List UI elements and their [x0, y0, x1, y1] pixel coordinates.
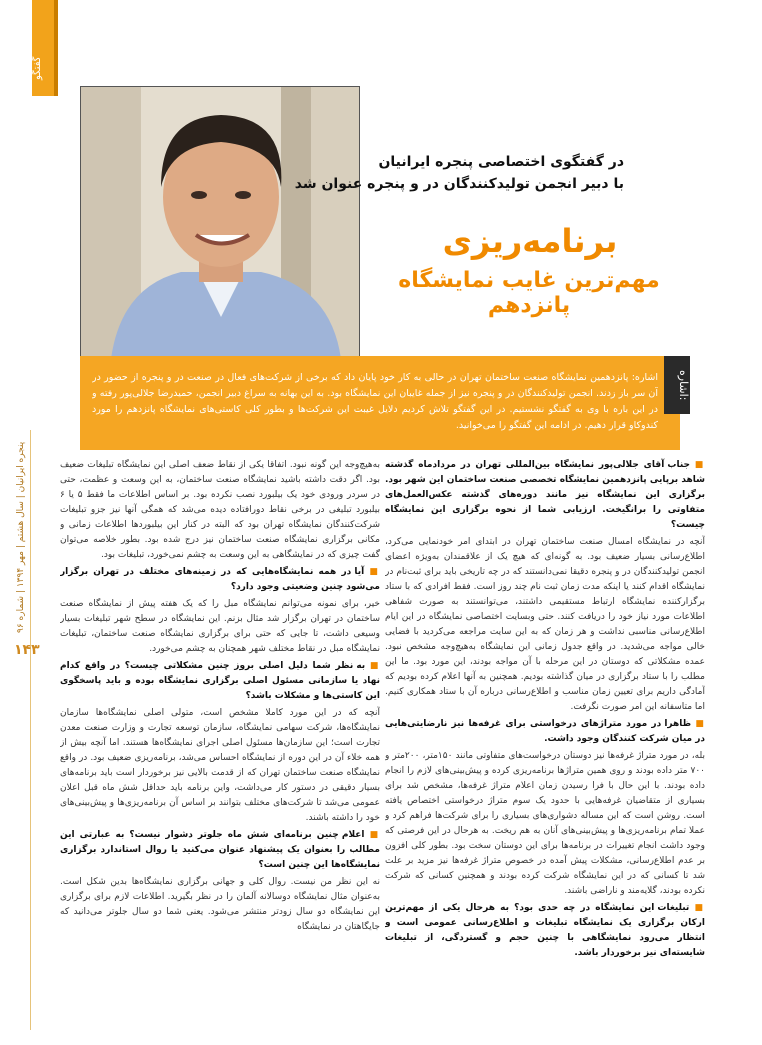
intro-text: اشاره: پانزدهمین نمایشگاه صنعت ساختمان تهران در حالی به کار خود پایان داد که برخی از شرکت‌های فعال در صنعت در و پنجره از حضور در آن سر باز زدند. انجمن تولیدکنندگان در و پنجره نیز از جمله غایبان این نمایشگاه بود. به این بهانه به سراغ دبیر انجمن، حمیدرضا جلالی‌پور رفته و در این باره با وی به گفتگو نشستیم. در این گفتگو تلاش کردیم دلایل غیبت این شرکت‌ها و بطور کلی کاستی‌های نمایشگاه پانزدهم را مورد کندوکاو قرار دهیم. در ادامه این گفتگو را می‌خوانید.: [92, 372, 658, 431]
question: ■ جناب آقای جلالی‌پور نمایشگاه بین‌المللی تهران در مردادماه گذشته شاهد برپایی پانزدهمین نمایشگاه تخصصی صنعت ساختمان این شهر بود. برگزاری این نمایشگاه نیز مانند دوره‌های گذشته عکس‌العمل‌های متفاوتی را برانگیخت. ارزیابی شما از نحوه برگزاری این نمایشگاه چیست؟: [385, 458, 705, 533]
column-right: [385, 458, 705, 1018]
portrait-illustration: [81, 87, 359, 359]
question: ■ تبلیغات این نمایشگاه در چه حدی بود؟ به هرحال یکی از مهم‌ترین ارکان برگزاری یک نمایشگاه تبلیغات و اطلاع‌رسانی عمومی است و انتظار می‌رود نمایشگاهی با چنین حجم و گستردگی، از تبلیغات شایسته‌ای نیز برخوردار باشد.: [385, 901, 705, 961]
article-subtitle: مهم‌ترین غایب نمایشگاه پانزدهم: [398, 268, 660, 318]
header-line-1: در گفتگوی اختصاصی پنجره ایرانیان: [378, 154, 624, 170]
section-tab-label: گفتگو: [32, 56, 43, 80]
answer: بله، در مورد متراژ غرفه‌ها نیز دوستان درخواست‌های متفاوتی مانند ۱۵۰متر، ۲۰۰متر و ۷۰۰ متر داده بودند و روی همین متراژها برنامه‌ریزی کرده و پیش‌بینی‌های لازم را انجام داده بودند. با این حال با فرا رسیدن زمان اعلام متراژ غرفه‌ها، مشخص شد برای بسیاری از متقاضیان غرفه‌هایی با حدود یک سوم متراژ درخواستی اختصاص یافته است. روشن است که این مساله دشواری‌های بسیاری را برای شرکت‌ها فراهم کرد و عملا تمام برنامه‌ریزی‌ها و پیش‌بینی‌های آنان به هم ریخت. به هرحال در این فرصتی که وجود داشت انجام تغییرات در برنامه‌ها برای این دوستان سخت بود. بطور کلی افزون بر عدم اطلاع‌رسانی، مشکلات پیش آمده در خصوص متراژ غرفه‌ها نیز مزید بر علت شد تا کسانی که در این نمایشگاه شرکت کرده بودند و همچنین کسانی که شرکت نکرده بودند، گلایه‌مند و ناراضی باشند.: [385, 751, 705, 896]
section-tab-edge: [54, 0, 58, 96]
question: ■ اعلام چنین برنامه‌ای شش ماه جلوتر دشوار نیست؟ به عبارتی این مطالب را بعنوان یک پیشنهاد عنوان می‌کنید یا روال استاندارد برگزاری نمایشگاه‌ها این چنین است؟: [60, 828, 380, 873]
column-left: [60, 458, 380, 1018]
answer: آنچه در نمایشگاه امسال صنعت ساختمان تهران در ابتدای امر خودنمایی می‌کرد، اطلاع‌رسانی بسیار ضعیف بود. به گونه‌ای که هیچ یک از علاقمندان به‌ویژه اعضای انجمن تولیدکنندگان در و پنجره دقیقا نمی‌دانستند که در چه تاریخی باید برای ثبت‌نام در نمایشگاه اقدام کنند یا اینکه مدت زمان ثبت نام چند روز است. فقط افرادی که با ستاد برگزارکننده نمایشگاه ارتباط مستقیمی داشتند، می‌توانستند به صورت شفاهی اطلاعات مورد نیاز خود را دریافت کنند. حتی وبسایت اختصاصی نمایشگاه در این ایام اطلاع‌رسانی مناسبی نداشت و هر زمان که به این سایت مراجعه می‌کردید با فضایی خالی مواجه می‌شدید. در واقع جدول زمانی این نمایشگاه به‌هیچ‌وجه مشخص نبود. عمده مشکلاتی که دوستان در این مرحله با آن مواجه بودند، این مورد بود. ما این مطلب را با ستاد برگزاری در میان گذاشته بودیم. همچنین به آنها اعلام کرده بودیم که آمادگی داریم برای تعیین زمان مناسب و اطلاع‌رسانی درباره آن با ستاد همکاری کنیم. اما متاسفانه این امر صورت نگرفت.: [385, 537, 705, 712]
page-number: ۱۴۳: [14, 642, 40, 658]
header-line-2: با دبیر انجمن تولیدکنندگان در و پنجره عنوان شد: [294, 176, 624, 192]
answer: آنچه که در این مورد کاملا مشخص است، متولی اصلی نمایشگاه‌ها سازمان نمایشگاه‌ها، شرکت سهامی نمایشگاه، سازمان توسعه تجارت و وزارت صنعت معدن تجارت است؛ این سازمان‌ها مسئول اصلی اجرای نمایشگاه‌ها هستند. اما آنچه بیش از همه خلاء آن در این دوره از نمایشگاه احساس می‌شد، برنامه‌ریزی ضعیف بود. در واقع نمایشگاه صنعت ساختمان تهران که از قدمت بالایی نیز برخوردار است باید برنامه‌های بسیار دقیقی در دستور کار می‌داشت، واین برنامه باید حداقل شش ماه قبل اعلان عمومی می‌شد تا شرکت‌های مختلف بتوانند بر اساس آن برنامه‌ریزی‌ها و پیش‌بینی‌های خود را داشته باشند.: [60, 708, 380, 823]
answer: نه این نظر من نیست. روال کلی و جهانی برگزاری نمایشگاه‌ها بدین شکل است. به‌عنوان مثال نمایشگاه دوسالانه آلمان را در نظر بگیرید. اطلاعات لازم برای برگزاری این نمایشگاه دو سال زودتر منتشر می‌شود. یعنی شما دو سال جلوتر می‌دانید که جایگاهتان در نمایشگاه: [60, 877, 380, 932]
interviewee-photo: [80, 86, 360, 360]
answer: به‌هیچ‌وجه این گونه نبود. اتفاقا یکی از نقاط ضعف اصلی این نمایشگاه تبلیغات ضعیف بود. اگر دقت داشته باشید نمایشگاه صنعت ساختمان، به این وسعت و عظمت، حتی در سردر ورودی خود یک بیلبورد نصب نکرده بود. بر اساس اطلاعات ما فقط ۵ یا ۶ بیلبورد تبلیغی در برخی نقاط دورافتاده دیده می‌شد که همگی آنها نیز جزو تبلیغات شرکت‌کنندگان نمایشگاه تهران بود که البته در کنار این بیلبوردها اطلاعات زمانی و مکانی برگزاری نمایشگاه صنعت ساختمان نیز درج شده بود. بطور خلاصه می‌توان گفت چیزی که در نمایشگاهی به این وسعت به چشم نمی‌خورد، تبلیغات بود.: [60, 460, 380, 560]
question: ■ به نظر شما دلیل اصلی بروز چنین مشکلاتی چیست؟ در واقع کدام نهاد یا سازمانی مسئول اصلی برگزاری نمایشگاه بوده و باید پاسخگوی این کاستی‌ها و مشکلات باشد؟: [60, 659, 380, 704]
intro-tag: اشاره:: [664, 356, 690, 414]
question: ■ ظاهرا در مورد متراژهای درخواستی برای غرفه‌ها نیز نارضایتی‌هایی در میان شرکت کنندگان وجود داشت.: [385, 717, 705, 747]
issue-info: پنجره ایرانیان | سال هشتم | مهر ۱۳۹۴ | شماره ۹۶: [16, 441, 26, 633]
question: ■ آیا در همه نمایشگاه‌هایی که در زمینه‌های مختلف در تهران برگزار می‌شود چنین وضعیتی وجود دارد؟: [60, 565, 380, 595]
article-title: برنامه‌ریزی: [442, 222, 618, 260]
answer: خیر، برای نمونه می‌توانم نمایشگاه مبل را که یک هفته پیش از نمایشگاه صنعت ساختمان در تهران برگزار شد مثال بزنم. این نمایشگاه در سطح شهر تبلیغات بسیار وسیعی داشت، تا جایی که حتی برای برگزاری نمایشگاه صنعت ساختمان، تبلیغات نمایشگاه مبل در نقاط مختلف شهر همچنان به چشم می‌خورد.: [60, 599, 380, 654]
